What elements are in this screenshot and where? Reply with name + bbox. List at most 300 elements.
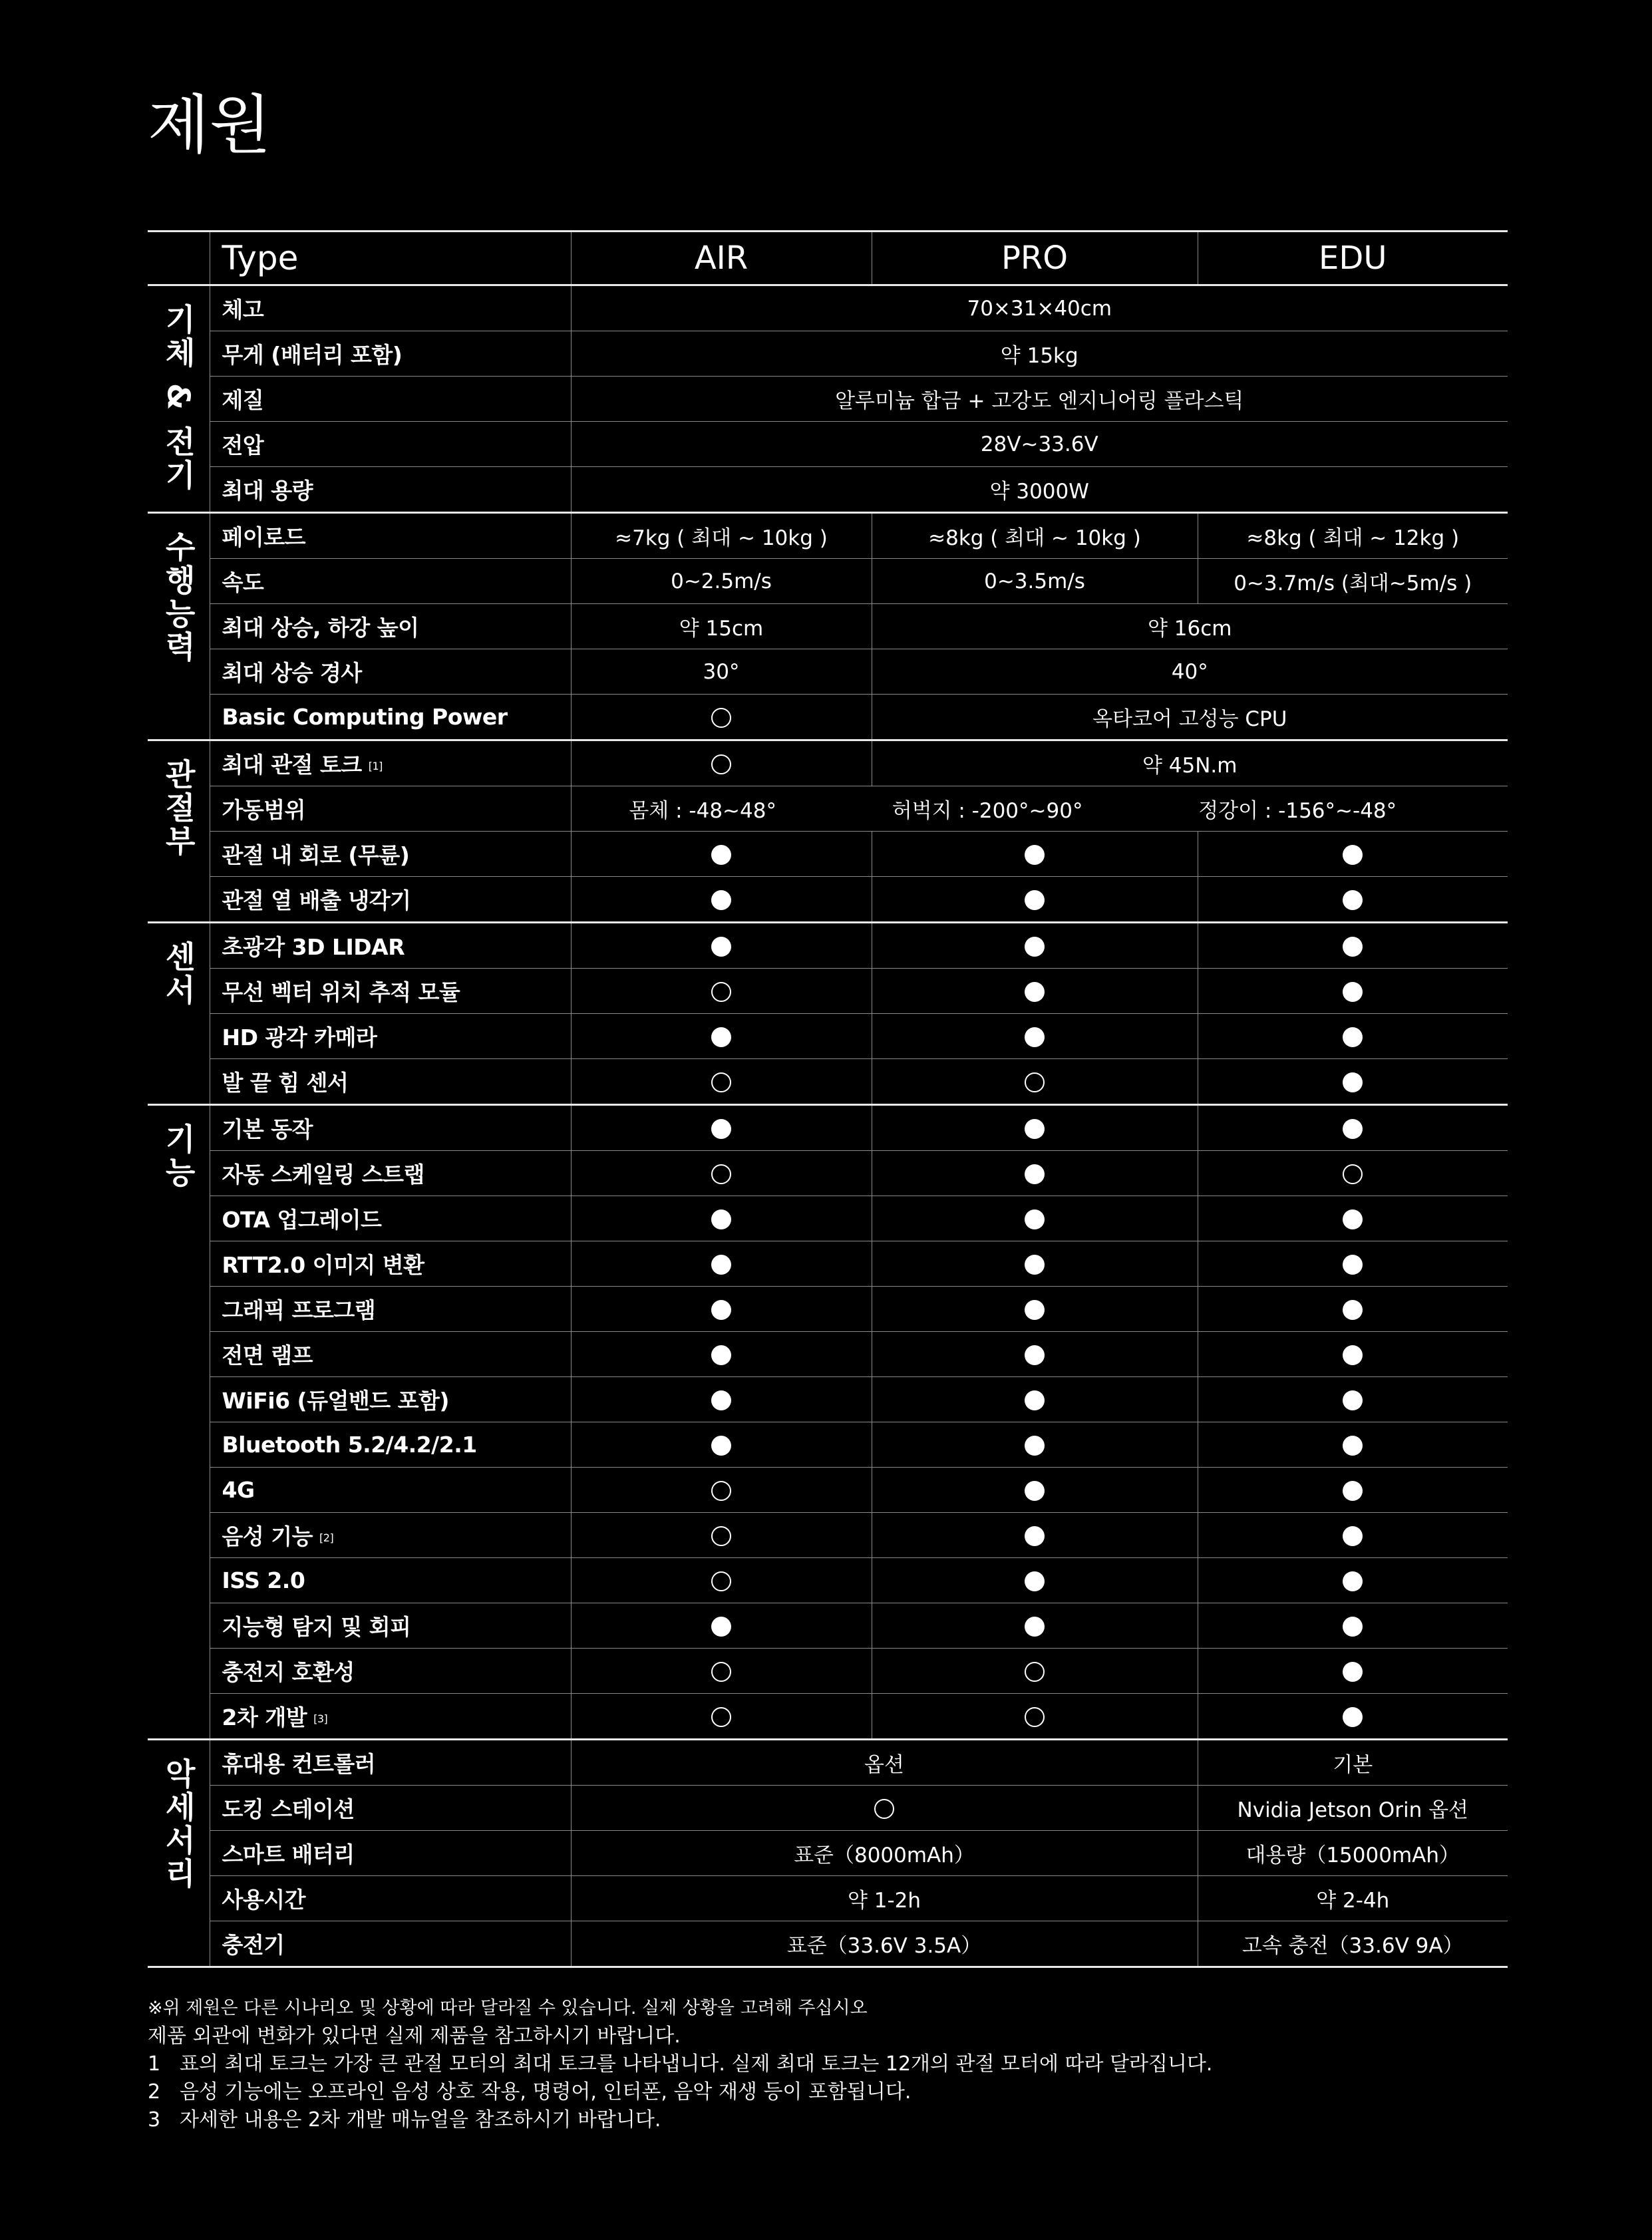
table-row: [148, 649, 1508, 695]
filled-circle-icon: [1343, 1526, 1363, 1546]
empty-circle-icon: [874, 1799, 894, 1819]
spec-label: [210, 1876, 571, 1921]
table-row: [148, 559, 1508, 604]
spec-value-air: 0~2.5m/s: [571, 559, 872, 604]
spec-value-pro: [872, 923, 1198, 969]
spec-value-air: ≈7kg ( 최대 ~ 10kg ): [571, 513, 872, 559]
spec-label: [210, 1468, 571, 1513]
spec-value-air: [571, 832, 872, 877]
spec-value-all: 70×31×40cm: [571, 285, 1508, 331]
spec-value-edu: ≈8kg ( 최대 ~ 12kg ): [1198, 513, 1508, 559]
spec-label: [210, 1921, 571, 1967]
table-row: [148, 695, 1508, 740]
filled-circle-icon: [1025, 1390, 1045, 1410]
spec-label: [210, 1287, 571, 1332]
spec-label: [210, 1558, 571, 1603]
spec-label-text: 최대 관절 토크: [222, 752, 362, 778]
spec-value-edu: [1198, 1196, 1508, 1241]
spec-value-air: [571, 1558, 872, 1603]
table-row: [148, 285, 1508, 331]
spec-label: [210, 1786, 571, 1831]
header-pro: PRO: [872, 232, 1198, 285]
spec-value-edu: [1198, 1649, 1508, 1694]
filled-circle-icon: [1025, 937, 1045, 957]
table-row: [148, 740, 1508, 786]
category-cell: [148, 285, 210, 513]
spec-label: [210, 695, 571, 740]
spec-label: [210, 1014, 571, 1059]
spec-value-pro_edu: 약 45N.m: [872, 740, 1508, 786]
empty-circle-icon: [711, 1526, 731, 1546]
spec-value-edu: 고속 충전（33.6V 9A）: [1198, 1921, 1508, 1967]
category-label: 수행능력: [160, 531, 197, 664]
filled-circle-icon: [1343, 1662, 1363, 1682]
spec-value-edu: [1198, 1241, 1508, 1287]
filled-circle-icon: [1025, 1481, 1045, 1501]
category-label: 기능: [160, 1123, 197, 1190]
filled-circle-icon: [1025, 1119, 1045, 1139]
spec-value-pro: [872, 1014, 1198, 1059]
table-row: [148, 1059, 1508, 1105]
spec-label: [210, 377, 571, 422]
spec-label-text: 4G: [222, 1477, 255, 1503]
category-label: 악세서리: [160, 1758, 197, 1891]
spec-value-air_pro: 표준（33.6V 3.5A）: [571, 1921, 1198, 1967]
spec-value-air: [571, 740, 872, 786]
spec-label-text: OTA 업그레이드: [222, 1207, 382, 1233]
spec-label: [210, 1241, 571, 1287]
spec-label: [210, 1831, 571, 1876]
table-row: [148, 969, 1508, 1014]
disclaimer-2: 제품 외관에 변화가 있다면 실제 제품을 참고하시기 바랍니다.: [148, 2024, 681, 2048]
spec-value-edu: [1198, 1287, 1508, 1332]
table-row: [148, 877, 1508, 923]
spec-label: [210, 1377, 571, 1422]
spec-value-air: [571, 1151, 872, 1196]
spec-value-air: [571, 1422, 872, 1468]
footnote-1: [148, 2050, 1212, 2078]
spec-label: [210, 331, 571, 377]
category-cell: [148, 513, 210, 740]
category-label: 센서: [160, 941, 197, 1007]
spec-value-pro: [872, 1694, 1198, 1740]
spec-label-text: HD 광각 카메라: [222, 1025, 377, 1050]
filled-circle-icon: [1025, 845, 1045, 865]
spec-value-pro: [872, 832, 1198, 877]
spec-label-text: 도킹 스테이션: [222, 1796, 355, 1822]
table-row: [148, 331, 1508, 377]
table-row: [148, 1694, 1508, 1740]
spec-label-text: 휴대용 컨트롤러: [222, 1751, 376, 1777]
table-row: [148, 1377, 1508, 1422]
spec-label: [210, 1196, 571, 1241]
spec-value-pro: ≈8kg ( 최대 ~ 10kg ): [872, 513, 1198, 559]
spec-value-pro: [872, 1196, 1198, 1241]
empty-circle-icon: [1025, 1072, 1045, 1092]
spec-value-pro: [872, 1105, 1198, 1151]
header-blank: [148, 232, 210, 285]
spec-value-all: 약 15kg: [571, 331, 1508, 377]
filled-circle-icon: [711, 1027, 731, 1047]
spec-label-text: 음성 기능: [222, 1523, 313, 1549]
notes: [148, 1995, 1212, 2134]
table-row: [148, 377, 1508, 422]
footnote-number: 2: [148, 2080, 161, 2104]
table-header-row: [148, 232, 1508, 285]
spec-value-air: [571, 1014, 872, 1059]
filled-circle-icon: [711, 1119, 731, 1139]
table-row: [148, 1332, 1508, 1377]
filled-circle-icon: [1025, 1300, 1045, 1320]
spec-value-air: [571, 1694, 872, 1740]
spec-value-pro: 0~3.5m/s: [872, 559, 1198, 604]
spec-value-pro: [872, 1649, 1198, 1694]
spec-label: [210, 1422, 571, 1468]
spec-value-edu: [1198, 969, 1508, 1014]
filled-circle-icon: [1343, 890, 1363, 910]
table-row: [148, 1558, 1508, 1603]
spec-label-text: 제질: [222, 387, 264, 413]
spec-label: [210, 513, 571, 559]
spec-value-air: [571, 923, 872, 969]
spec-label: [210, 923, 571, 969]
spec-value-air_pro: 표준（8000mAh）: [571, 1831, 1198, 1876]
filled-circle-icon: [1343, 982, 1363, 1002]
range-shin: 정강이 : -156°~-48°: [1198, 799, 1397, 823]
spec-label: [210, 1332, 571, 1377]
filled-circle-icon: [1025, 890, 1045, 910]
filled-circle-icon: [711, 1390, 731, 1410]
spec-value-pro: [872, 1558, 1198, 1603]
spec-value-pro_edu: 약 16cm: [872, 604, 1508, 649]
spec-value-pro_edu: 40°: [872, 649, 1508, 695]
filled-circle-icon: [1343, 1481, 1363, 1501]
spec-label: [210, 604, 571, 649]
spec-label-text: 사용시간: [222, 1887, 306, 1913]
spec-label-text: 지능형 탐지 및 회피: [222, 1614, 411, 1640]
spec-label: [210, 877, 571, 923]
spec-value-air: [571, 1649, 872, 1694]
spec-value-air: [571, 1603, 872, 1649]
spec-value-air: [571, 1287, 872, 1332]
empty-circle-icon: [711, 754, 731, 774]
empty-circle-icon: [711, 708, 731, 728]
spec-label-text: 충전기: [222, 1932, 285, 1958]
spec-value-air: [571, 695, 872, 740]
table-row: [148, 1241, 1508, 1287]
filled-circle-icon: [711, 1209, 731, 1229]
spec-value-edu: [1198, 1105, 1508, 1151]
filled-circle-icon: [1343, 1027, 1363, 1047]
footnote-text: 자세한 내용은 2차 개발 매뉴얼을 참조하시기 바랍니다.: [180, 2108, 661, 2132]
spec-label: [210, 1603, 571, 1649]
filled-circle-icon: [1343, 1390, 1363, 1410]
filled-circle-icon: [711, 1300, 731, 1320]
spec-value-all: 알루미늄 합금 + 고강도 엔지니어링 플라스틱: [571, 377, 1508, 422]
filled-circle-icon: [1343, 1707, 1363, 1727]
spec-value-edu: [1198, 1422, 1508, 1468]
spec-label-text: 무선 벡터 위치 추적 모듈: [222, 979, 460, 1005]
spec-value-edu: [1198, 1377, 1508, 1422]
empty-circle-icon: [711, 1571, 731, 1591]
table-row: [148, 1876, 1508, 1921]
empty-circle-icon: [1343, 1164, 1363, 1184]
filled-circle-icon: [1343, 845, 1363, 865]
spec-label-text: 최대 용량: [222, 478, 313, 504]
filled-circle-icon: [1025, 1436, 1045, 1456]
footnote-text: 표의 최대 토크는 가장 큰 관절 모터의 최대 토크를 나타냅니다. 실제 최대 토크는 12개의 관절 모터에 따라 달라집니다.: [180, 2052, 1213, 2076]
spec-label-text: 초광각 3D LIDAR: [222, 934, 405, 960]
table-row: [148, 1649, 1508, 1694]
spec-label-text: 자동 스케일링 스트랩: [222, 1162, 424, 1188]
spec-label: [210, 832, 571, 877]
spec-body: [148, 285, 1508, 1967]
filled-circle-icon: [1025, 1345, 1045, 1365]
spec-value-all: 약 3000W: [571, 467, 1508, 513]
table-row: [148, 1151, 1508, 1196]
spec-label-text: ISS 2.0: [222, 1567, 305, 1593]
spec-label-text: Bluetooth 5.2/4.2/2.1: [222, 1432, 477, 1458]
filled-circle-icon: [1025, 1571, 1045, 1591]
spec-value-all: 28V~33.6V: [571, 422, 1508, 467]
footnote-number: 3: [148, 2108, 161, 2132]
range-of-motion-cell: [571, 786, 1508, 832]
filled-circle-icon: [1025, 982, 1045, 1002]
spec-label: [210, 786, 571, 832]
category-label: 관절부: [160, 758, 197, 858]
footnote-marker: [2]: [319, 1531, 334, 1544]
table-row: [148, 513, 1508, 559]
range-values: [572, 794, 1508, 824]
category-cell: [148, 923, 210, 1105]
spec-value-air: [571, 1468, 872, 1513]
empty-circle-icon: [711, 1072, 731, 1092]
empty-circle-icon: [711, 1707, 731, 1727]
filled-circle-icon: [1343, 1255, 1363, 1275]
spec-label-text: 전압: [222, 432, 264, 458]
filled-circle-icon: [711, 1255, 731, 1275]
spec-label-text: WiFi6 (듀얼밴드 포함): [222, 1388, 449, 1414]
spec-label-text: 최대 상승 경사: [222, 660, 362, 686]
empty-circle-icon: [711, 1481, 731, 1501]
footnote-3: [148, 2106, 1212, 2134]
spec-label-text: 무게 (배터리 포함): [222, 342, 403, 368]
spec-value-air: [571, 1513, 872, 1558]
spec-value-edu: [1198, 923, 1508, 969]
spec-label: [210, 559, 571, 604]
spec-value-edu: [1198, 1059, 1508, 1105]
spec-value-pro_edu: 옥타코어 고성능 CPU: [872, 695, 1508, 740]
header-edu: EDU: [1198, 232, 1508, 285]
range-body: 몸체 : -48~48°: [629, 799, 776, 823]
spec-value-edu: [1198, 1694, 1508, 1740]
spec-label-text: 발 끝 힘 센서: [222, 1070, 349, 1096]
filled-circle-icon: [1025, 1164, 1045, 1184]
spec-label-text: 관절 내 회로 (무륜): [222, 842, 410, 868]
spec-value-air: 30°: [571, 649, 872, 695]
spec-table: [148, 230, 1508, 1968]
spec-value-pro: [872, 1377, 1198, 1422]
table-row: [148, 832, 1508, 877]
spec-value-edu: [1198, 832, 1508, 877]
page-title: 제원: [148, 88, 271, 162]
spec-label: [210, 1694, 571, 1740]
spec-value-pro: [872, 1468, 1198, 1513]
table-row: [148, 1740, 1508, 1786]
spec-label: [210, 740, 571, 786]
disclaimer-1: ※위 제원은 다른 시나리오 및 상황에 따라 달라질 수 있습니다. 실제 상황을 고려해 주십시오: [148, 1998, 868, 2018]
range-thigh: 허벅지 : -200°~90°: [892, 799, 1083, 823]
footnote-number: 1: [148, 2052, 161, 2076]
spec-value-pro: [872, 969, 1198, 1014]
spec-value-pro: [872, 1151, 1198, 1196]
empty-circle-icon: [1025, 1662, 1045, 1682]
table-row: [148, 422, 1508, 467]
table-row: [148, 1513, 1508, 1558]
spec-value-edu: [1198, 1014, 1508, 1059]
filled-circle-icon: [711, 1436, 731, 1456]
spec-label: [210, 1151, 571, 1196]
spec-label-text: 최대 상승, 하강 높이: [222, 615, 419, 641]
spec-value-air: 약 15cm: [571, 604, 872, 649]
filled-circle-icon: [1343, 1617, 1363, 1637]
table-row: [148, 923, 1508, 969]
spec-value-air: [571, 969, 872, 1014]
filled-circle-icon: [711, 845, 731, 865]
spec-label: [210, 649, 571, 695]
spec-label: [210, 285, 571, 331]
header-type: Type: [210, 232, 571, 285]
spec-value-pro: [872, 1603, 1198, 1649]
filled-circle-icon: [1343, 1119, 1363, 1139]
spec-value-pro: [872, 877, 1198, 923]
table-row: [148, 1105, 1508, 1151]
spec-label: [210, 1513, 571, 1558]
filled-circle-icon: [1343, 1571, 1363, 1591]
footnote-marker: [3]: [313, 1712, 328, 1725]
spec-value-air: [571, 1377, 872, 1422]
spec-label-text: 체고: [222, 297, 264, 323]
spec-label-text: 2차 개발: [222, 1704, 307, 1730]
spec-value-pro: [872, 1287, 1198, 1332]
table-row: [148, 1786, 1508, 1831]
spec-label-text: 스마트 배터리: [222, 1841, 355, 1867]
spec-value-air: [571, 1196, 872, 1241]
filled-circle-icon: [711, 890, 731, 910]
spec-label-text: RTT2.0 이미지 변환: [222, 1252, 424, 1278]
category-cell: [148, 1105, 210, 1740]
spec-label: [210, 969, 571, 1014]
spec-label-text: 그래픽 프로그램: [222, 1297, 376, 1323]
spec-value-edu: 대용량（15000mAh）: [1198, 1831, 1508, 1876]
spec-value-edu: [1198, 1558, 1508, 1603]
spec-label-text: 전면 램프: [222, 1343, 313, 1368]
category-cell: [148, 740, 210, 923]
spec-value-pro: [872, 1241, 1198, 1287]
footnote-2: [148, 2078, 1212, 2106]
filled-circle-icon: [711, 1617, 731, 1637]
filled-circle-icon: [711, 1345, 731, 1365]
table-row: [148, 1287, 1508, 1332]
spec-value-air_pro: [571, 1786, 1198, 1831]
table-row: [148, 1603, 1508, 1649]
spec-label: [210, 422, 571, 467]
empty-circle-icon: [1025, 1707, 1045, 1727]
table-row: [148, 1921, 1508, 1967]
spec-value-edu: 약 2-4h: [1198, 1876, 1508, 1921]
table-row: [148, 1422, 1508, 1468]
filled-circle-icon: [1025, 1617, 1045, 1637]
table-row: [148, 604, 1508, 649]
header-air: AIR: [571, 232, 872, 285]
filled-circle-icon: [1025, 1027, 1045, 1047]
spec-label: [210, 1649, 571, 1694]
spec-label-text: 기본 동작: [222, 1116, 313, 1142]
spec-label-text: 속도: [222, 569, 264, 595]
footnote-marker: [1]: [368, 760, 383, 772]
spec-value-edu: Nvidia Jetson Orin 옵션: [1198, 1786, 1508, 1831]
spec-value-edu: [1198, 1603, 1508, 1649]
filled-circle-icon: [711, 937, 731, 957]
spec-value-air: [571, 877, 872, 923]
spec-value-edu: [1198, 1332, 1508, 1377]
filled-circle-icon: [1343, 1345, 1363, 1365]
spec-value-air: [571, 1105, 872, 1151]
spec-value-edu: 기본: [1198, 1740, 1508, 1786]
filled-circle-icon: [1025, 1255, 1045, 1275]
spec-value-edu: [1198, 877, 1508, 923]
table-row: [148, 1014, 1508, 1059]
spec-value-pro: [872, 1332, 1198, 1377]
filled-circle-icon: [1343, 1209, 1363, 1229]
spec-label-text: 충전지 호환성: [222, 1659, 355, 1685]
empty-circle-icon: [711, 982, 731, 1002]
spec-value-air: [571, 1332, 872, 1377]
spec-label: [210, 1740, 571, 1786]
footnote-text: 음성 기능에는 오프라인 음성 상호 작용, 명령어, 인터폰, 음악 재생 등이 포함됩니다.: [180, 2080, 911, 2104]
filled-circle-icon: [1343, 1300, 1363, 1320]
spec-label: [210, 1059, 571, 1105]
category-label: 기체 & 전기: [160, 303, 197, 493]
spec-value-air_pro: 옵션: [571, 1740, 1198, 1786]
spec-value-air_pro: 약 1-2h: [571, 1876, 1198, 1921]
spec-value-pro: [872, 1513, 1198, 1558]
spec-value-edu: [1198, 1468, 1508, 1513]
table-row: [148, 1196, 1508, 1241]
spec-label-text: 관절 열 배출 냉각기: [222, 887, 411, 913]
table-row: [148, 1468, 1508, 1513]
filled-circle-icon: [1343, 937, 1363, 957]
spec-value-air: [571, 1059, 872, 1105]
empty-circle-icon: [711, 1164, 731, 1184]
spec-label-text: 가동범위: [222, 797, 306, 823]
spec-value-edu: [1198, 1151, 1508, 1196]
table-row: [148, 467, 1508, 513]
spec-value-edu: [1198, 1513, 1508, 1558]
category-cell: [148, 1740, 210, 1967]
spec-value-edu: 0~3.7m/s (최대~5m/s ): [1198, 559, 1508, 604]
spec-label: [210, 467, 571, 513]
filled-circle-icon: [1025, 1209, 1045, 1229]
table-row: [148, 1831, 1508, 1876]
spec-value-air: [571, 1241, 872, 1287]
spec-value-pro: [872, 1422, 1198, 1468]
filled-circle-icon: [1343, 1436, 1363, 1456]
filled-circle-icon: [1025, 1526, 1045, 1546]
spec-label-text: Basic Computing Power: [222, 704, 508, 730]
table-row: [148, 786, 1508, 832]
spec-label-text: 페이로드: [222, 524, 306, 550]
